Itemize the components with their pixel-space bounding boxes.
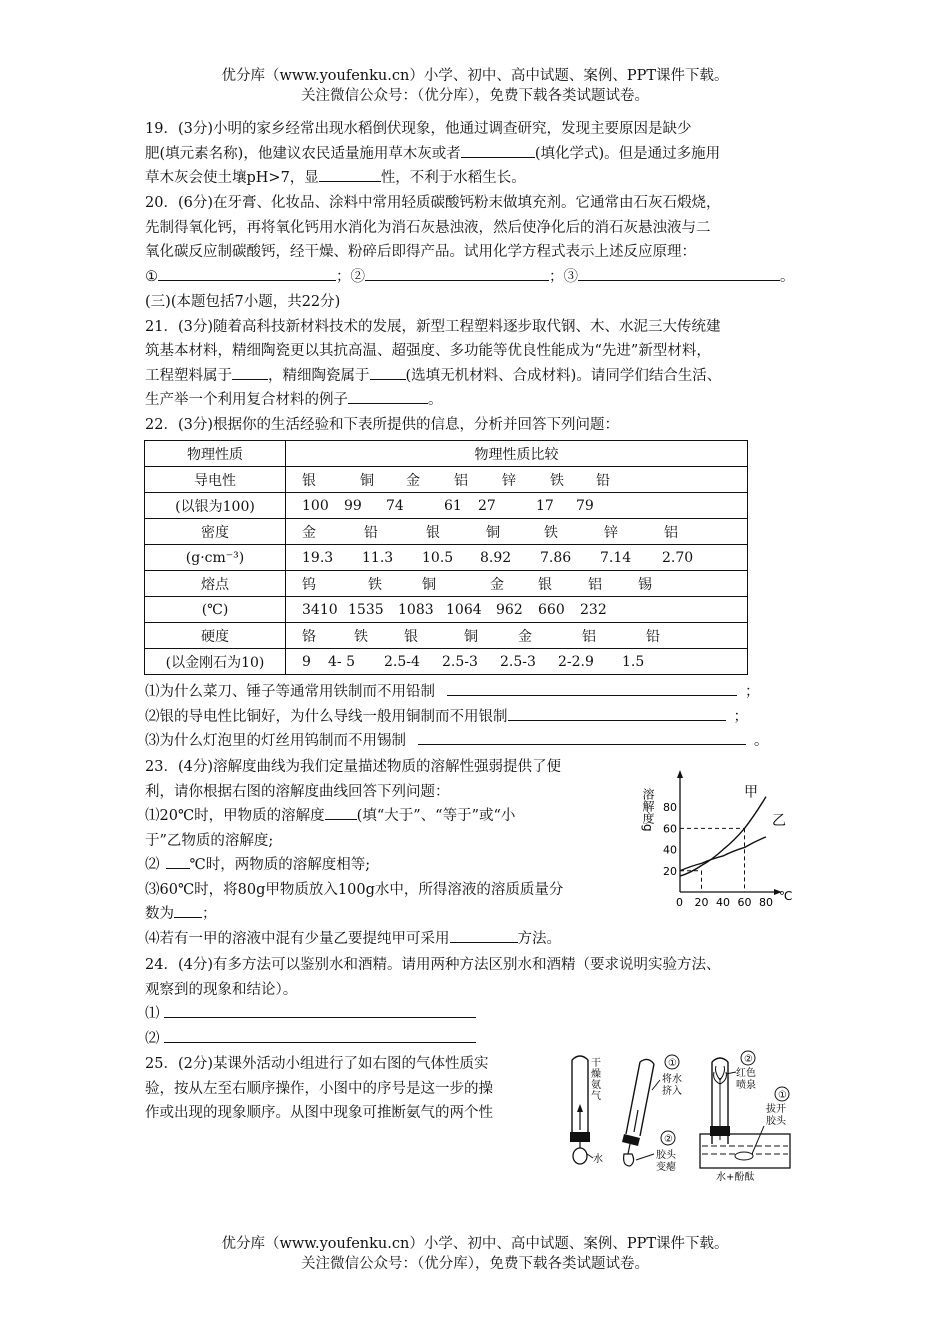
table-cell: 铅 <box>596 472 610 489</box>
physical-properties-table <box>144 440 748 675</box>
q24-sub-1-mark: ⑴ <box>145 1006 160 1022</box>
y-tick-label: 60 <box>663 822 677 836</box>
row-names-hardness <box>286 623 748 649</box>
table-cell: 11.3 <box>362 549 394 566</box>
series-line-yi <box>680 837 766 871</box>
q21-line-4b: 。 <box>428 392 443 408</box>
table-row <box>145 493 748 519</box>
q20-line-1: 20．(6分)在牙膏、化妆品、涂料中常用轻质碳酸钙粉末做填充剂。它通常由石灰石煅烧， <box>145 195 721 211</box>
table-cell: 1.5 <box>622 653 645 670</box>
q21-blank-1[interactable] <box>232 364 268 380</box>
table-cell: 银 <box>538 576 552 593</box>
table-cell: 锌 <box>502 472 516 489</box>
squeeze-water-tube <box>622 1055 682 1173</box>
x-axis-label: ℃ <box>779 889 793 903</box>
table-cell: 铝 <box>582 628 596 645</box>
q23-line-7 <box>145 902 640 927</box>
q22-subquestions <box>145 680 815 754</box>
table-cell: 银 <box>404 628 418 645</box>
q23-line-8 <box>145 927 640 952</box>
step2-number: ② <box>664 1134 673 1145</box>
q20-line-2: 先制得氧化钙，再将氧化钙用水消化为消石灰悬浊液，然后使净化后的消石灰悬浊液与二 <box>145 219 711 236</box>
step3-text: 红色喷泉 <box>736 1068 756 1091</box>
q22-sub-3-text: ⑶为什么灯泡里的灯丝用钨制而不用锡制 <box>145 733 406 749</box>
ammonia-apparatus-diagram <box>560 1050 805 1185</box>
y-tick-label: 40 <box>663 843 677 857</box>
q22-sub-1 <box>145 680 815 705</box>
q19-line-3b: 性，不利于水稻生长。 <box>380 170 526 186</box>
q23-line-7a: 数为 <box>145 906 174 922</box>
q23-blank-1[interactable] <box>325 804 357 820</box>
q19-line-2a: 肥(填元素名称)，他建议农民适量施用草木灰或者 <box>145 145 461 162</box>
q25-line-1: 25．(2分)某课外活动小组进行了如右图的气体性质实 <box>145 1056 489 1072</box>
q24-sub-2 <box>145 1027 815 1052</box>
table-cell: 铝 <box>588 576 602 593</box>
table-cell: 铁 <box>544 524 558 541</box>
table-row <box>145 571 748 597</box>
row-unit-density: (g·cm⁻³) <box>145 545 286 571</box>
question-25 <box>145 1052 565 1126</box>
table-cell: 铜 <box>464 628 478 645</box>
question-23 <box>145 755 640 951</box>
row-label-density: 密度 <box>145 519 286 545</box>
row-label-conductivity: 导电性 <box>145 467 286 493</box>
q23-line-6: ⑶60℃时，将80g甲物质放入100g水中，所得溶液的溶质质量分 <box>145 881 564 898</box>
chart-series <box>680 785 786 877</box>
table-cell: 锌 <box>604 524 618 541</box>
q21-line-3c: (选填无机材料、合成材料)。请同学们结合生活、 <box>405 367 722 384</box>
section-3-block <box>145 290 815 437</box>
series-label: 乙 <box>772 812 786 829</box>
table-cell: 金 <box>302 524 316 541</box>
q19-line-1: 19．(3分)小明的家乡经常出现水稻倒伏现象，他通过调查研究，发现主要原因是缺少 <box>145 121 692 137</box>
q20-blank-equation-1[interactable] <box>158 265 336 281</box>
table-cell: 79 <box>576 497 594 514</box>
q21-line-4 <box>145 388 815 413</box>
row-unit-conductivity: (以银为100) <box>145 493 286 519</box>
q22-blank-3[interactable] <box>418 729 746 745</box>
q21-blank-3[interactable] <box>348 388 428 404</box>
q21-line-3b: ，精细陶瓷属于 <box>268 367 370 384</box>
table-cell: 17 <box>536 497 554 514</box>
table-cell: 27 <box>478 497 496 514</box>
table-cell: 1083 <box>398 601 434 618</box>
q20-line-3: 氧化碳反应制碳酸钙，经干燥、粉碎后即得产品。试用化学方程式表示上述反应原理： <box>145 244 696 260</box>
row-values-density <box>286 545 748 571</box>
table-cell: 10.5 <box>422 549 454 566</box>
q21-line-4a: 生产举一个利用复合材料的例子 <box>145 392 348 408</box>
q24-line-2: 观察到的现象和结论）。 <box>145 981 298 998</box>
y-axis-label: 溶解度g <box>641 788 655 832</box>
q19-line-3a: 草木灰会使土壤pH>7，显 <box>145 170 319 186</box>
row-values-melting <box>286 597 748 623</box>
q23-line-8a: ⑷若有一甲的溶液中混有少量乙要提纯甲可采用 <box>145 930 450 947</box>
table-cell: 1535 <box>348 601 384 618</box>
q22-sub-3 <box>145 729 815 754</box>
table-cell: 铁 <box>550 472 564 489</box>
x-tick-label: 0 <box>676 896 683 906</box>
table-cell: 99 <box>344 497 362 514</box>
q22-blank-2[interactable] <box>508 705 726 721</box>
q21-blank-2[interactable] <box>370 364 406 380</box>
q23-line-3b: (填“大于”、“等于”或“小 <box>356 808 516 824</box>
footer-line-2: 关注微信公众号：（优分库），免费下载各类试题试卷。 <box>301 1256 649 1272</box>
step4-number: ① <box>778 1090 787 1101</box>
q19-blank-property[interactable] <box>319 166 381 182</box>
q20-mark-2: ；② <box>336 268 365 285</box>
q23-line-5a: ⑵ <box>145 857 160 873</box>
table-cell: 铬 <box>302 628 316 645</box>
table-cell: 钨 <box>302 576 316 593</box>
step2-text: 胶头变瘪 <box>656 1150 676 1173</box>
y-tick-label: 20 <box>663 864 677 878</box>
y-axis-arrow <box>677 770 683 778</box>
table-cell: 660 <box>538 601 565 618</box>
q23-line-5 <box>145 853 640 878</box>
question-19 <box>145 117 815 191</box>
table-row <box>145 597 748 623</box>
question-20 <box>145 191 815 289</box>
row-names-density <box>286 519 748 545</box>
tube1-water-label: 水 <box>593 1154 603 1165</box>
table-row <box>145 467 748 493</box>
table-cell: 7.86 <box>540 549 572 566</box>
table-cell: 铜 <box>486 524 500 541</box>
table-cell: 铁 <box>354 628 368 645</box>
table-cell: 1064 <box>446 601 482 618</box>
table-cell: 铝 <box>664 524 678 541</box>
table-head-right: 物理性质比较 <box>286 441 748 467</box>
q24-blank-1[interactable] <box>164 1002 476 1018</box>
table-cell: 232 <box>580 601 607 618</box>
table-cell: 银 <box>302 472 316 489</box>
q19-line-2 <box>145 142 815 167</box>
q24-sub-2-mark: ⑵ <box>145 1030 160 1047</box>
table-cell: 铅 <box>364 524 378 541</box>
row-names-conductivity <box>286 467 748 493</box>
page-footer <box>0 1234 950 1274</box>
q22-intro: 22．(3分)根据你的生活经验和下表所提供的信息，分析并回答下列问题： <box>145 416 619 433</box>
series-label: 甲 <box>744 784 758 801</box>
series-line-jia <box>680 797 766 877</box>
q22-semicolon-1: ； <box>745 684 760 700</box>
table-cell: 100 <box>302 497 329 514</box>
row-unit-hardness: (以金刚石为10) <box>145 649 286 675</box>
q22-semicolon-2: ； <box>733 708 748 725</box>
q23-line-5b: ℃时，两物质的溶解度相等; <box>189 857 371 873</box>
table-cell: 金 <box>490 576 504 593</box>
y-tick-label: 80 <box>663 801 677 815</box>
q24-line-1: 24．(4分)有多方法可以鉴别水和酒精。请用两种方法区别水和酒精（要求说明实验方法、 <box>145 957 721 973</box>
q23-line-3a: ⑴20℃时，甲物质的溶解度 <box>145 808 325 824</box>
q23-blank-4[interactable] <box>450 927 518 943</box>
table-cell: 铅 <box>646 628 660 645</box>
table-cell: 2-2.9 <box>558 653 594 670</box>
header-line-2: 关注微信公众号：（优分库），免费下载各类试题试卷。 <box>301 88 649 104</box>
q23-line-3 <box>145 804 640 829</box>
table-cell: 锡 <box>638 576 652 593</box>
q20-line-4 <box>145 265 815 290</box>
table-cell: 962 <box>496 601 523 618</box>
q20-end: 。 <box>780 268 795 285</box>
q20-mark-1: ① <box>145 268 158 285</box>
table-cell: 金 <box>406 472 420 489</box>
step4-text: 拔开胶头 <box>766 1104 786 1127</box>
q19-line-2b: (填化学式)。但是通过多施用 <box>534 145 721 162</box>
fountain-tube <box>700 1051 790 1183</box>
row-label-hardness: 硬度 <box>145 623 286 649</box>
q24-blank-2[interactable] <box>164 1027 476 1043</box>
q23-line-4: 于”乙物质的溶解度; <box>145 832 274 849</box>
q22-period: 。 <box>754 733 769 749</box>
q25-line-3: 作或出现的现象顺序。从图中现象可推断氨气的两个性 <box>145 1105 493 1121</box>
dry-ammonia-tube <box>570 1056 603 1165</box>
table-cell: 7.14 <box>600 549 632 566</box>
row-names-melting <box>286 571 748 597</box>
table-cell: 2.5-3 <box>442 653 478 670</box>
q22-sub-2-text: ⑵银的导电性比铜好，为什么导线一般用铜制而不用银制 <box>145 708 508 725</box>
q23-line-7b: ； <box>202 906 217 922</box>
table-row <box>145 519 748 545</box>
q21-line-3 <box>145 364 815 389</box>
table-cell: 61 <box>444 497 462 514</box>
table-cell: 8.92 <box>480 549 512 566</box>
q20-blank-equation-3[interactable] <box>578 265 780 281</box>
q22-sub-1-text: ⑴为什么菜刀、锤子等通常用铁制而不用铅制 <box>145 684 435 700</box>
basin-label: 水+酚酞 <box>716 1172 755 1183</box>
table-cell: 2.70 <box>662 549 694 566</box>
row-unit-melting: (℃) <box>145 597 286 623</box>
q22-blank-1[interactable] <box>447 680 737 696</box>
header-line-1: 优分库（www.youfenku.cn）小学、初中、高中试题、案例、PPT课件下载。 <box>221 68 729 84</box>
table-cell: 铝 <box>454 472 468 489</box>
table-cell: 铜 <box>360 472 374 489</box>
row-values-conductivity <box>286 493 748 519</box>
table-cell: 3410 <box>302 601 338 618</box>
table-cell: 19.3 <box>302 549 334 566</box>
row-values-hardness <box>286 649 748 675</box>
table-cell: 2.5-4 <box>384 653 420 670</box>
table-cell: 金 <box>518 628 532 645</box>
tube1-label: 干燥氨气 <box>591 1058 601 1102</box>
q22-sub-2 <box>145 705 815 730</box>
q21-line-3a: 工程塑料属于 <box>145 367 232 384</box>
x-tick-label: 20 <box>694 896 709 906</box>
x-tick-label: 40 <box>716 896 730 906</box>
q23-line-8b: 方法。 <box>517 930 561 947</box>
table-cell: 铜 <box>422 576 436 593</box>
q25-line-2: 验，按从左至右顺序操作，小图中的序号是这一步的操 <box>145 1080 493 1097</box>
x-tick-label: 80 <box>759 896 773 906</box>
table-head-left: 物理性质 <box>145 441 286 467</box>
table-cell: 铁 <box>368 576 382 593</box>
q24-sub-1 <box>145 1002 815 1027</box>
q23-line-1: 23．(4分)溶解度曲线为我们定量描述物质的溶解性强弱提供了便 <box>145 759 561 775</box>
table-cell: 银 <box>426 524 440 541</box>
step3-number: ② <box>744 1054 753 1065</box>
table-row <box>145 545 748 571</box>
table-cell: 2.5-3 <box>500 653 536 670</box>
row-label-melting: 熔点 <box>145 571 286 597</box>
q20-blank-equation-2[interactable] <box>365 265 549 281</box>
x-tick-label: 60 <box>737 896 752 906</box>
table-cell: 9 <box>302 653 311 670</box>
step1-number: ① <box>668 1058 677 1069</box>
table-row <box>145 623 748 649</box>
question-24 <box>145 953 815 1051</box>
page-header <box>0 66 950 106</box>
q19-blank-formula[interactable] <box>461 142 535 158</box>
table-cell: 74 <box>386 497 404 514</box>
solubility-chart <box>640 766 800 906</box>
table-header-row <box>145 441 748 467</box>
section-3-title: (三)(本题包括7小题，共22分) <box>145 294 341 310</box>
table-row <box>145 649 748 675</box>
q23-line-2: 利，请你根据右图的溶解度曲线回答下列问题： <box>145 783 450 800</box>
q19-line-3 <box>145 166 815 191</box>
q20-mark-3: ；③ <box>549 268 578 285</box>
q23-blank-3[interactable] <box>174 902 202 918</box>
q21-line-1: 21．(3分)随着高科技新材料技术的发展，新型工程塑料逐步取代钢、木、水泥三大传统建 <box>145 318 721 335</box>
footer-line-1: 优分库（www.youfenku.cn）小学、初中、高中试题、案例、PPT课件下载。 <box>221 1236 729 1252</box>
q23-blank-2[interactable] <box>166 853 190 869</box>
table-cell: 4- 5 <box>328 653 355 670</box>
step1-text: 将水挤入 <box>662 1074 682 1097</box>
q21-line-2: 筑基本材料，精细陶瓷更以其抗高温、超强度、多功能等优良性能成为“先进”新型材料， <box>145 343 711 359</box>
